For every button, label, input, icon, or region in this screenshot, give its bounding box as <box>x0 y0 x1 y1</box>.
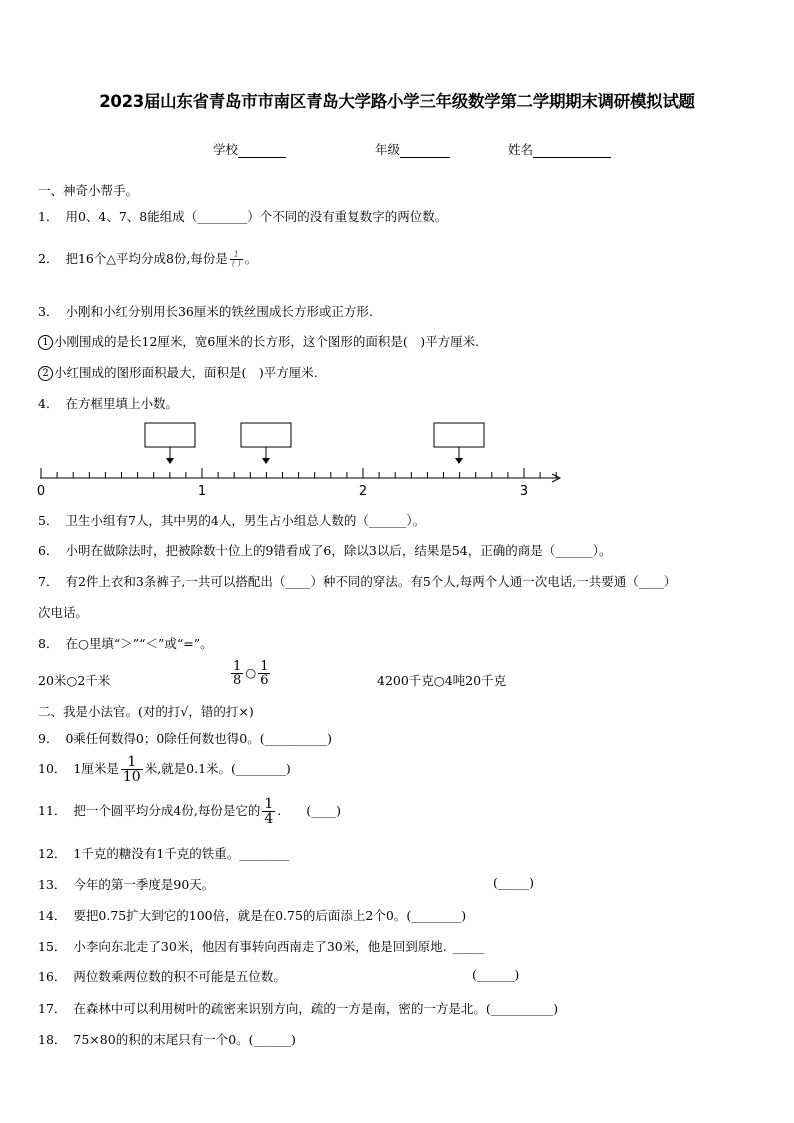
question-16 <box>38 967 286 985</box>
page-title: 2023届山东省青岛市市南区青岛大学路小学三年级数学第二学期期末调研模拟试题 <box>99 92 695 111</box>
question-text: 在森林中可以利用树叶的疏密来识别方向，疏的一方是南，密的一方是北。(__________) <box>73 1001 559 1016</box>
answer-box-1[interactable] <box>145 423 195 447</box>
circled-number: 2 <box>38 366 53 381</box>
question-number: 9． <box>38 731 59 746</box>
number-line-ticks <box>41 468 556 478</box>
question-text: 1千克的糖没有1千克的铁重。________ <box>73 846 290 861</box>
denominator: 10 <box>122 769 141 785</box>
question-11 <box>38 797 341 826</box>
tick-label-3: 3 <box>519 484 529 499</box>
question-text: 米,就是0.1米。(________) <box>144 761 291 776</box>
numerator: 1 <box>233 250 239 259</box>
fraction <box>230 251 243 268</box>
question-5 <box>38 511 425 529</box>
question-number: 15． <box>38 939 67 954</box>
denominator: 4 <box>264 811 274 827</box>
question-7 <box>38 572 676 590</box>
school-label: 学校 <box>213 142 239 157</box>
question-15 <box>38 937 484 955</box>
question-text: 在方框里填上小数。 <box>65 396 178 411</box>
question-text: 把一个圆平均分成4份,每份是它的 <box>73 803 261 818</box>
question-number: 16． <box>38 969 67 984</box>
compare-circle[interactable]: ○ <box>245 665 257 680</box>
question-text: 小刚围成的是长12厘米，宽6厘米的长方形，这个图形的面积是( )平方厘米. <box>54 334 480 349</box>
question-3 <box>38 302 373 320</box>
question-text: 用0、4、7、8能组成（ <box>65 209 198 224</box>
name-field <box>508 140 611 158</box>
question-2 <box>38 249 257 268</box>
fraction <box>258 660 270 687</box>
question-9 <box>38 729 332 747</box>
tick-label-2: 2 <box>358 484 368 499</box>
question-number: 17． <box>38 1001 67 1016</box>
question-text: 在○里填“＞”“＜”或“=”。 <box>65 636 213 651</box>
numerator: 1 <box>233 659 242 674</box>
question-8-item-c: 4200千克○4吨20千克 <box>377 673 507 688</box>
question-text: 小刚和小红分别用长36厘米的铁丝围成长方形或正方形. <box>65 304 373 319</box>
numerator: 1 <box>127 754 137 770</box>
name-label: 姓名 <box>508 142 534 157</box>
question-text: 。 <box>244 251 258 266</box>
question-13-blank[interactable]: (_____) <box>493 875 535 890</box>
grade-label: 年级 <box>375 142 401 157</box>
question-text: ）个不同的没有重复数字的两位数。 <box>247 209 448 224</box>
question-8-item-b <box>229 660 272 687</box>
answer-blank[interactable]: _____ <box>452 939 484 954</box>
school-blank[interactable] <box>238 144 286 158</box>
question-number: 13． <box>38 877 67 892</box>
question-text: 今年的第一季度是90天。 <box>73 877 215 892</box>
grade-field <box>375 140 450 158</box>
question-text: 有2件上衣和3条裤子,一共可以搭配出（____）种不同的穿法。有5个人,每两个人通一次电话,一共要通（____） <box>65 574 677 589</box>
fraction <box>121 755 143 784</box>
question-text: 小明在做除法时，把被除数十位上的9错看成了6，除以3以后，结果是54，正确的商是（______）。 <box>65 543 612 558</box>
question-12 <box>38 844 289 862</box>
numerator: 1 <box>260 659 269 674</box>
question-number: 6． <box>38 543 59 558</box>
question-text: 0乘任何数得0；0除任何数也得0。(__________) <box>65 731 333 746</box>
question-17 <box>38 999 558 1017</box>
question-number: 10． <box>38 761 67 776</box>
question-1 <box>38 207 447 225</box>
arrow-head <box>166 458 174 464</box>
question-8 <box>38 634 213 652</box>
question-text: 把16个△平均分成8份,每份是 <box>65 251 228 266</box>
question-text: 75×80的积的末尾只有一个0。(______) <box>73 1032 296 1047</box>
question-text: 要把0.75扩大到它的100倍，就是在0.75的后面添上2个0。(________) <box>73 908 467 923</box>
section-2-heading: 二、我是小法官。(对的打√，错的打×) <box>38 704 254 719</box>
name-blank[interactable] <box>533 144 611 158</box>
question-7-continued: 次电话。 <box>38 605 89 620</box>
question-13 <box>38 875 214 893</box>
question-text: 1厘米是 <box>73 761 119 776</box>
numerator: 1 <box>264 796 274 812</box>
question-number: 3． <box>38 304 59 319</box>
tick-label-1: 1 <box>197 484 207 499</box>
number-line-figure <box>30 418 570 502</box>
question-number: 7． <box>38 574 59 589</box>
grade-blank[interactable] <box>400 144 450 158</box>
question-text: 小李向东北走了30米，他因有事转向西南走了30米，他是回到原地. <box>73 939 447 954</box>
question-3-part-2 <box>38 363 318 381</box>
question-number: 14． <box>38 908 67 923</box>
answer-box-3[interactable] <box>434 423 484 447</box>
arrow-head <box>455 458 463 464</box>
denominator: 8 <box>233 673 242 688</box>
school-field <box>213 140 286 158</box>
question-number: 12． <box>38 846 67 861</box>
fraction <box>262 797 275 826</box>
question-4 <box>38 394 178 412</box>
question-number: 2． <box>38 251 59 266</box>
question-number: 8． <box>38 636 59 651</box>
question-text: 卫生小组有7人，其中男的4人，男生占小组总人数的（______）。 <box>65 513 426 528</box>
question-number: 18． <box>38 1032 67 1047</box>
question-number: 4． <box>38 396 59 411</box>
question-14 <box>38 906 466 924</box>
denominator: 6 <box>260 673 269 688</box>
circled-number: 1 <box>38 335 53 350</box>
question-8-item-a: 20米○2千米 <box>38 673 111 688</box>
question-6 <box>38 541 611 559</box>
section-1-heading: 一、神奇小帮手。 <box>38 183 139 198</box>
question-text: 小红围成的图形面积最大，面积是( )平方厘米. <box>54 365 318 380</box>
question-number: 11． <box>38 803 67 818</box>
question-3-part-1 <box>38 332 479 350</box>
denominator-blank[interactable]: ( ) <box>231 259 241 268</box>
question-number: 5． <box>38 513 59 528</box>
question-number: 1． <box>38 209 59 224</box>
question-text: . (____) <box>277 803 341 818</box>
question-16-blank[interactable]: (______) <box>472 967 520 982</box>
question-10 <box>38 755 291 784</box>
tick-label-0: 0 <box>36 484 46 499</box>
answer-box-2[interactable] <box>241 423 291 447</box>
fraction <box>231 660 243 687</box>
arrow-head <box>262 458 270 464</box>
question-18 <box>38 1030 296 1048</box>
answer-blank[interactable]: ________ <box>197 209 248 224</box>
question-text: 两位数乘两位数的积不可能是五位数。 <box>73 969 286 984</box>
